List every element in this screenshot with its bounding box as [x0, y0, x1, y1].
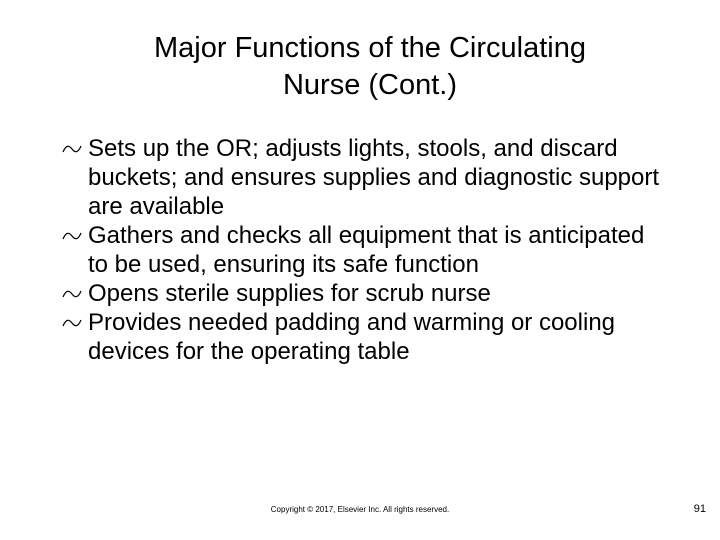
slide-title-line-1: Major Functions of the Circulating	[154, 32, 586, 64]
wavy-line-icon	[62, 230, 82, 242]
bullet-item	[62, 221, 662, 279]
bullet-text: Sets up the OR; adjusts lights, stools, and discard buckets; and ensures supplies and diagnostic support are available	[88, 135, 660, 220]
wavy-line-icon	[62, 317, 82, 329]
bullet-text: Opens sterile supplies for scrub nurse	[88, 280, 491, 307]
bullet-text: Gathers and checks all equipment that is anticipated to be used, ensuring its safe function	[88, 222, 645, 278]
slide-title	[90, 30, 650, 104]
slide-title-line-2: Nurse (Cont.)	[282, 69, 458, 101]
wavy-line-icon	[62, 288, 82, 300]
copyright-footer: Copyright © 2017, Elsevier Inc. All rights reserved.	[270, 505, 450, 514]
bullet-text: Provides needed padding and warming or cooling devices for the operating table	[88, 309, 616, 365]
bullet-item	[62, 308, 662, 366]
bullet-item	[62, 134, 662, 221]
page-number: 91	[693, 503, 706, 515]
wavy-line-icon	[62, 143, 82, 155]
bullet-item	[62, 279, 662, 308]
bullet-list	[62, 134, 662, 366]
